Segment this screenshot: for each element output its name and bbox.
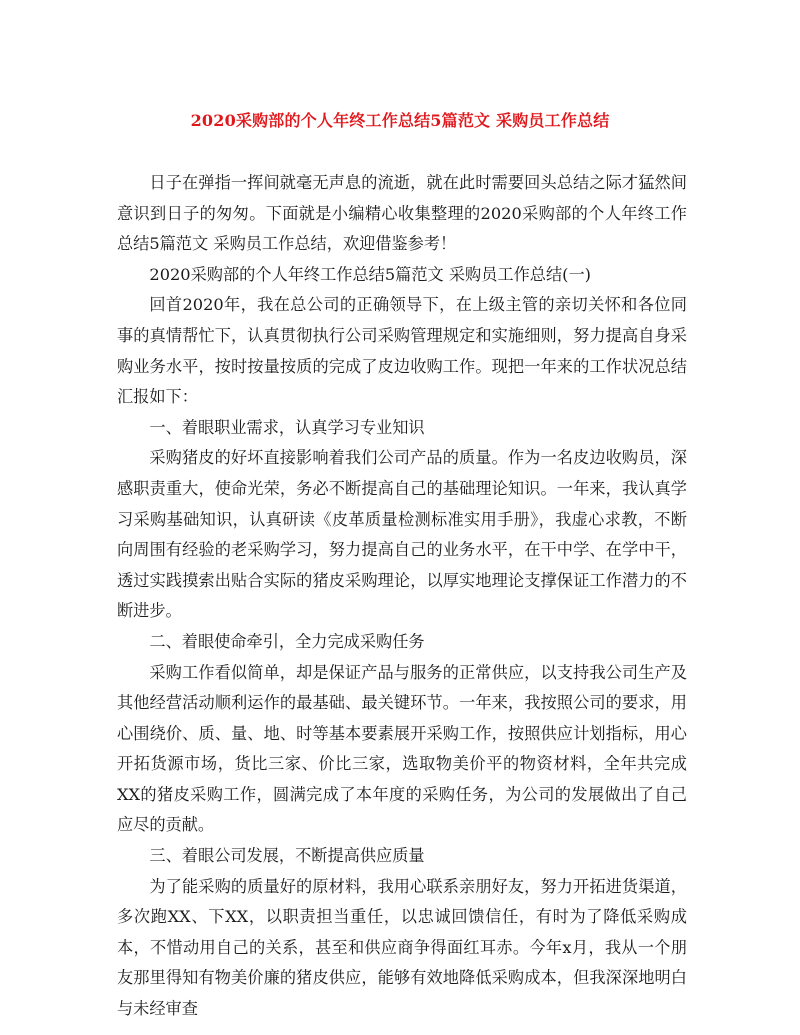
intro-paragraph: 日子在弹指一挥间就毫无声息的流逝，就在此时需要回头总结之际才猛然间意识到日子的匆匆。下面就是小编精心收集整理的2020采购部的个人年终工作总结5篇范文 采购员工作总结，欢迎借鉴参考！ bbox=[117, 173, 687, 254]
paragraph-study: 采购猪皮的好坏直接影响着我们公司产品的质量。作为一名皮边收购员，深感职责重大，使命光荣，务必不断提高自己的基础理论知识。一年来，我认真学习采购基础知识，认真研读《皮革质量检测标准实用手册》，我虚心求教，不断向周围有经验的老采购学习，努力提高自己的业务水平，在干中学、在学中干，透过实践摸索出贴合实际的猪皮采购理论，以厚实地理论支撑保证工作潜力的不断进步。 bbox=[117, 448, 687, 621]
paragraph-tasks: 采购工作看似简单，却是保证产品与服务的正常供应，以支持我公司生产及其他经营活动顺利运作的最基础、最关键环节。一年来，我按照公司的要求，用心围绕价、质、量、地、时等基本要素展开采购工作，按照供应计划指标，用心开拓货源市场，货比三家、价比三家，选取物美价平的物资材料，全年共完成XX的猪皮采购工作，圆满完成了本年度的采购任务，为公司的发展做出了自己应尽的贡献。 bbox=[117, 662, 687, 835]
section-heading-part-one: 2020采购部的个人年终工作总结5篇范文 采购员工作总结(一) bbox=[149, 264, 591, 284]
document-title: 2020采购部的个人年终工作总结5篇范文 采购员工作总结 bbox=[190, 111, 610, 130]
subheading-three: 三、着眼公司发展，不断提高供应质量 bbox=[149, 846, 425, 866]
document-body bbox=[117, 168, 687, 1025]
subheading-one: 一、着眼职业需求，认真学习专业知识 bbox=[149, 417, 425, 437]
review-paragraph: 回首2020年，我在总公司的正确领导下，在上级主管的亲切关怀和各位同事的真情帮忙下，认真贯彻执行公司采购管理规定和实施细则，努力提高自身采购业务水平，按时按量按质的完成了皮边收购工作。现把一年来的工作状况总结汇报如下： bbox=[117, 295, 687, 407]
subheading-two: 二、着眼使命牵引，全力完成采购任务 bbox=[149, 631, 425, 651]
paragraph-quality: 为了能采购的质量好的原材料，我用心联系亲朋好友，努力开拓进货渠道，多次跑XX、下XX，以职责担当重任，以忠诚回馈信任，有时为了降低采购成本，不惜动用自己的关系，甚至和供应商争得面红耳赤。今年x月，我从一个朋友那里得知有物美价廉的猪皮供应，能够有效地降低采购成本，但我深深地明白与未经审查 bbox=[117, 876, 687, 1019]
